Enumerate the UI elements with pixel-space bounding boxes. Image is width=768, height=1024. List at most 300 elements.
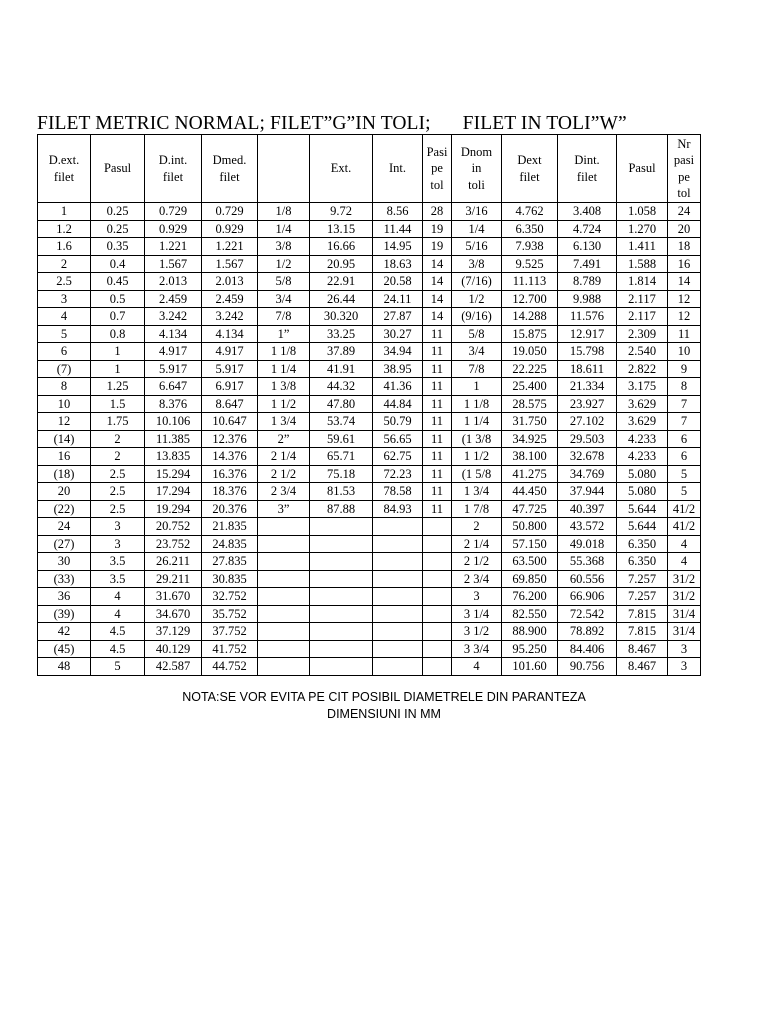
table-cell: 4.5 <box>91 623 145 641</box>
table-cell: 5.644 <box>617 500 668 518</box>
table-cell: 2 3/4 <box>258 483 310 501</box>
table-cell: 88.900 <box>502 623 558 641</box>
table-cell: 16.66 <box>310 238 373 256</box>
table-cell: 34.769 <box>558 465 617 483</box>
table-cell: 84.93 <box>373 500 423 518</box>
table-cell: 2.5 <box>91 465 145 483</box>
table-cell: 11 <box>423 378 452 396</box>
table-cell: 1 1/4 <box>258 360 310 378</box>
table-cell: 19.294 <box>145 500 202 518</box>
table-cell: 63.500 <box>502 553 558 571</box>
table-cell: 20.58 <box>373 273 423 291</box>
table-cell: 95.250 <box>502 640 558 658</box>
table-cell: 30.835 <box>202 570 258 588</box>
table-cell: 1.221 <box>202 238 258 256</box>
column-header-text: filet <box>219 169 240 184</box>
table-row <box>38 465 701 483</box>
table-cell: 0.729 <box>145 203 202 221</box>
table-cell <box>258 658 310 676</box>
table-cell: 0.729 <box>202 203 258 221</box>
units-line: DIMENSIUNI IN MM <box>327 707 441 721</box>
table-cell: 4 <box>91 605 145 623</box>
table-cell: 2.5 <box>91 500 145 518</box>
table-cell: 29.211 <box>145 570 202 588</box>
table-cell: 6 <box>668 448 701 466</box>
table-cell: 11 <box>423 500 452 518</box>
table-cell: 15.798 <box>558 343 617 361</box>
table-cell: 65.71 <box>310 448 373 466</box>
table-cell: 24 <box>38 518 91 536</box>
table-cell: 1/4 <box>452 220 502 238</box>
table-cell: 20.376 <box>202 500 258 518</box>
table-cell: 2.459 <box>145 290 202 308</box>
table-cell: 20 <box>668 220 701 238</box>
table-cell <box>373 623 423 641</box>
table-cell: 3 1/4 <box>452 605 502 623</box>
table-cell <box>373 588 423 606</box>
table-cell: 0.4 <box>91 255 145 273</box>
table-cell: 11 <box>423 325 452 343</box>
table-cell: 1.814 <box>617 273 668 291</box>
column-header <box>202 135 258 203</box>
table-cell: 3.5 <box>91 570 145 588</box>
table-cell: 37.944 <box>558 483 617 501</box>
table-cell: 16.376 <box>202 465 258 483</box>
table-cell: 14 <box>668 273 701 291</box>
table-cell: 15.294 <box>145 465 202 483</box>
table-cell: 1.567 <box>202 255 258 273</box>
table-cell: 30 <box>38 553 91 571</box>
table-cell: 5.080 <box>617 483 668 501</box>
table-row <box>38 483 701 501</box>
table-row <box>38 658 701 676</box>
table-row <box>38 588 701 606</box>
table-cell: 3.408 <box>558 203 617 221</box>
table-cell: (18) <box>38 465 91 483</box>
table-cell <box>423 605 452 623</box>
table-cell: 3/8 <box>258 238 310 256</box>
table-cell: 41/2 <box>668 500 701 518</box>
table-cell: 78.892 <box>558 623 617 641</box>
table-cell: 4 <box>38 308 91 326</box>
table-row <box>38 395 701 413</box>
table-cell: 1.75 <box>91 413 145 431</box>
document-title <box>37 113 627 135</box>
column-header <box>145 135 202 203</box>
table-row <box>38 203 701 221</box>
table-row <box>38 273 701 291</box>
column-header-text: Dmed. <box>212 153 247 167</box>
table-cell: 42.587 <box>145 658 202 676</box>
table-cell: 37.89 <box>310 343 373 361</box>
table-cell: 1/4 <box>258 220 310 238</box>
table-row <box>38 255 701 273</box>
table-cell: 3/8 <box>452 255 502 273</box>
table-cell: 30.27 <box>373 325 423 343</box>
table-cell: 21.835 <box>202 518 258 536</box>
table-cell: 24 <box>668 203 701 221</box>
table-cell: 8.467 <box>617 640 668 658</box>
table-cell: 22.225 <box>502 360 558 378</box>
table-cell: 3.242 <box>145 308 202 326</box>
table-cell: 20.95 <box>310 255 373 273</box>
column-header <box>617 135 668 203</box>
table-cell: 31/4 <box>668 605 701 623</box>
table-cell: 11 <box>423 395 452 413</box>
table-cell: 3 <box>668 640 701 658</box>
table-cell: 56.65 <box>373 430 423 448</box>
table-cell: 0.7 <box>91 308 145 326</box>
table-cell <box>373 570 423 588</box>
table-cell: 34.925 <box>502 430 558 448</box>
table-cell: 1” <box>258 325 310 343</box>
table-cell: 19.050 <box>502 343 558 361</box>
table-cell: 31/2 <box>668 570 701 588</box>
table-cell: (39) <box>38 605 91 623</box>
table-cell: 2” <box>258 430 310 448</box>
table-cell: 12 <box>38 413 91 431</box>
table-cell: 11.44 <box>373 220 423 238</box>
table-cell: 7.257 <box>617 570 668 588</box>
table-cell <box>310 605 373 623</box>
table-cell: 3.629 <box>617 413 668 431</box>
table-cell: 16 <box>38 448 91 466</box>
table-cell: 48 <box>38 658 91 676</box>
table-cell: 5 <box>668 483 701 501</box>
table-cell: 1 1/4 <box>452 413 502 431</box>
table-cell: 1.058 <box>617 203 668 221</box>
table-cell: 2.117 <box>617 308 668 326</box>
table-cell: 4.724 <box>558 220 617 238</box>
table-cell: 1/8 <box>258 203 310 221</box>
column-header-text: Pasul <box>103 161 132 176</box>
table-cell: 55.368 <box>558 553 617 571</box>
table-cell: 3/4 <box>258 290 310 308</box>
table-cell: 11.113 <box>502 273 558 291</box>
table-cell: 11 <box>423 448 452 466</box>
table-body <box>38 203 701 676</box>
table-cell: 3/4 <box>452 343 502 361</box>
table-cell: 3 <box>91 535 145 553</box>
table-cell <box>258 605 310 623</box>
table-cell <box>373 658 423 676</box>
table-cell: 12.700 <box>502 290 558 308</box>
table-cell: 19 <box>423 220 452 238</box>
table-cell: 11 <box>423 360 452 378</box>
table-cell: 13.15 <box>310 220 373 238</box>
table-cell: 3 <box>91 518 145 536</box>
table-cell: 29.503 <box>558 430 617 448</box>
table-cell: 1 1/8 <box>452 395 502 413</box>
table-cell: 5/16 <box>452 238 502 256</box>
table-row <box>38 535 701 553</box>
table-cell: 47.725 <box>502 500 558 518</box>
table-cell: 7.491 <box>558 255 617 273</box>
table-cell: 11 <box>423 413 452 431</box>
table-cell <box>310 640 373 658</box>
table-cell: 43.572 <box>558 518 617 536</box>
table-cell: 6.350 <box>617 553 668 571</box>
column-header-text: pe <box>431 161 443 176</box>
table-cell <box>258 518 310 536</box>
column-header <box>38 135 91 203</box>
column-header <box>423 135 452 203</box>
table-cell: 49.018 <box>558 535 617 553</box>
column-header <box>91 135 145 203</box>
table-cell <box>373 535 423 553</box>
table-cell: (27) <box>38 535 91 553</box>
table-cell: (22) <box>38 500 91 518</box>
table-row <box>38 500 701 518</box>
table-cell: 2 1/4 <box>258 448 310 466</box>
table-cell: 11 <box>423 343 452 361</box>
table-cell: 7.815 <box>617 623 668 641</box>
table-cell: 31.750 <box>502 413 558 431</box>
table-cell: 7/8 <box>258 308 310 326</box>
table-cell: 4.917 <box>202 343 258 361</box>
table-cell: 8.647 <box>202 395 258 413</box>
table-cell: 5.917 <box>145 360 202 378</box>
table-cell: 4.917 <box>145 343 202 361</box>
table-cell: 14 <box>423 290 452 308</box>
column-header-text: Dint. <box>574 153 600 167</box>
title-whitworth: FILET IN TOLI”W” <box>462 113 627 134</box>
table-cell: 2.540 <box>617 343 668 361</box>
table-cell: 1 <box>91 343 145 361</box>
table-cell: 3/16 <box>452 203 502 221</box>
table-cell: 23.927 <box>558 395 617 413</box>
column-header <box>258 135 310 203</box>
table-cell: 32.678 <box>558 448 617 466</box>
table-cell: 0.8 <box>91 325 145 343</box>
table-cell: 38.100 <box>502 448 558 466</box>
table-row <box>38 220 701 238</box>
table-cell: 31/4 <box>668 623 701 641</box>
table-cell: 16 <box>668 255 701 273</box>
table-cell: 8.376 <box>145 395 202 413</box>
table-cell: 7.257 <box>617 588 668 606</box>
table-cell: 40.397 <box>558 500 617 518</box>
table-cell: 4.134 <box>202 325 258 343</box>
table-cell: 4 <box>668 553 701 571</box>
table-row <box>38 605 701 623</box>
table-cell: 35.752 <box>202 605 258 623</box>
table-cell: 13.835 <box>145 448 202 466</box>
table-cell <box>373 553 423 571</box>
table-cell: 6.917 <box>202 378 258 396</box>
table-cell: 14.288 <box>502 308 558 326</box>
table-cell: 8.789 <box>558 273 617 291</box>
table-cell: 37.129 <box>145 623 202 641</box>
table-cell: 0.929 <box>145 220 202 238</box>
table-cell <box>258 570 310 588</box>
table-cell: 4.762 <box>502 203 558 221</box>
table-cell: 41.752 <box>202 640 258 658</box>
table-cell <box>423 570 452 588</box>
table-cell: 20.752 <box>145 518 202 536</box>
column-header-text: tol <box>430 177 444 192</box>
table-cell: 0.929 <box>202 220 258 238</box>
note-line: NOTA:SE VOR EVITA PE CIT POSIBIL DIAMETRELE DIN PARANTEZA <box>182 690 586 704</box>
table-row <box>38 518 701 536</box>
table-cell: 1/2 <box>452 290 502 308</box>
table-cell: 21.334 <box>558 378 617 396</box>
table-cell: 2 <box>452 518 502 536</box>
column-header-text: Ext. <box>330 161 352 176</box>
table-row <box>38 448 701 466</box>
table-cell: 38.95 <box>373 360 423 378</box>
table-cell: 6.350 <box>502 220 558 238</box>
table-cell: 36 <box>38 588 91 606</box>
table-cell <box>258 640 310 658</box>
table-cell: 28.575 <box>502 395 558 413</box>
table-cell <box>310 588 373 606</box>
table-cell: 4.233 <box>617 448 668 466</box>
table-cell: 11.385 <box>145 430 202 448</box>
table-cell: 40.129 <box>145 640 202 658</box>
table-cell: 0.45 <box>91 273 145 291</box>
table-row <box>38 570 701 588</box>
table-cell: 101.60 <box>502 658 558 676</box>
table-cell: 50.79 <box>373 413 423 431</box>
table-cell: 9 <box>668 360 701 378</box>
table-cell: 3.242 <box>202 308 258 326</box>
table-cell: 81.53 <box>310 483 373 501</box>
table-cell: 18.376 <box>202 483 258 501</box>
table-cell: 1.270 <box>617 220 668 238</box>
table-cell: 6.647 <box>145 378 202 396</box>
table-cell: (7/16) <box>452 273 502 291</box>
table-cell: 2 1/2 <box>452 553 502 571</box>
table-cell: 17.294 <box>145 483 202 501</box>
table-cell <box>310 553 373 571</box>
table-cell: 26.44 <box>310 290 373 308</box>
title-metric-g: FILET METRIC NORMAL; FILET”G”IN TOLI; <box>37 113 431 134</box>
table-cell: 62.75 <box>373 448 423 466</box>
table-cell: 4.134 <box>145 325 202 343</box>
table-row <box>38 430 701 448</box>
table-cell: 30.320 <box>310 308 373 326</box>
table-cell: 60.556 <box>558 570 617 588</box>
table-cell: 2.117 <box>617 290 668 308</box>
table-cell: 7.815 <box>617 605 668 623</box>
thread-table <box>37 134 701 676</box>
table-cell: 72.23 <box>373 465 423 483</box>
table-cell: 42 <box>38 623 91 641</box>
table-cell: 1.25 <box>91 378 145 396</box>
table-cell: 41.36 <box>373 378 423 396</box>
table-cell: 1.567 <box>145 255 202 273</box>
table-row <box>38 640 701 658</box>
column-header-text: Pasul <box>628 161 656 176</box>
table-cell: 24.835 <box>202 535 258 553</box>
table-cell: 11 <box>423 430 452 448</box>
table-cell: 44.32 <box>310 378 373 396</box>
table-cell: 1 <box>91 360 145 378</box>
table-cell: 5/8 <box>452 325 502 343</box>
table-cell: 1 3/4 <box>452 483 502 501</box>
table-cell: (1 3/8 <box>452 430 502 448</box>
table-cell: 3.629 <box>617 395 668 413</box>
column-header-text: in <box>471 161 482 176</box>
table-cell: 1.6 <box>38 238 91 256</box>
table-cell: 12.917 <box>558 325 617 343</box>
table-cell: 11 <box>423 483 452 501</box>
table-cell: 4 <box>668 535 701 553</box>
table-cell: 2 <box>91 430 145 448</box>
table-cell: 41.91 <box>310 360 373 378</box>
table-cell <box>310 658 373 676</box>
table-cell: 47.80 <box>310 395 373 413</box>
table-cell: 10.647 <box>202 413 258 431</box>
column-header <box>452 135 502 203</box>
table-cell <box>423 640 452 658</box>
table-cell: 59.61 <box>310 430 373 448</box>
table-cell <box>258 588 310 606</box>
table-cell: 15.875 <box>502 325 558 343</box>
table-cell: 1.221 <box>145 238 202 256</box>
table-cell: 12.376 <box>202 430 258 448</box>
table-cell: 28 <box>423 203 452 221</box>
table-cell: 9.72 <box>310 203 373 221</box>
column-header-text: pe <box>678 169 690 184</box>
table-cell <box>423 535 452 553</box>
table-cell: 5.644 <box>617 518 668 536</box>
table-cell: 19 <box>423 238 452 256</box>
table-cell: 6.350 <box>617 535 668 553</box>
table-cell: 44.84 <box>373 395 423 413</box>
table-cell: 44.450 <box>502 483 558 501</box>
table-cell: 18 <box>668 238 701 256</box>
table-row <box>38 623 701 641</box>
table-cell: (9/16) <box>452 308 502 326</box>
table-cell: 72.542 <box>558 605 617 623</box>
table-cell: 1 <box>452 378 502 396</box>
table-cell <box>258 553 310 571</box>
table-cell: 1 7/8 <box>452 500 502 518</box>
table-cell: (7) <box>38 360 91 378</box>
table-cell: 37.752 <box>202 623 258 641</box>
table-cell: 66.906 <box>558 588 617 606</box>
table-cell: 11 <box>668 325 701 343</box>
table-cell <box>310 518 373 536</box>
table-row <box>38 413 701 431</box>
column-header <box>668 135 701 203</box>
table-cell: 3 <box>668 658 701 676</box>
table-header-row <box>38 135 701 203</box>
table-cell: 1 1/8 <box>258 343 310 361</box>
table-cell: 2.309 <box>617 325 668 343</box>
table-cell: 34.670 <box>145 605 202 623</box>
table-cell: 2 3/4 <box>452 570 502 588</box>
column-header-text: pasi <box>673 153 695 167</box>
table-cell: 6.130 <box>558 238 617 256</box>
table-cell: 75.18 <box>310 465 373 483</box>
table-row <box>38 360 701 378</box>
table-cell: 8.56 <box>373 203 423 221</box>
table-cell: 4 <box>91 588 145 606</box>
table-cell: 27.102 <box>558 413 617 431</box>
table-cell: 23.752 <box>145 535 202 553</box>
column-header-text: Dext <box>517 153 542 167</box>
table-cell: 2 <box>91 448 145 466</box>
table-cell: 27.835 <box>202 553 258 571</box>
table-cell <box>423 518 452 536</box>
table-cell: 2.013 <box>202 273 258 291</box>
table-cell: 2 1/2 <box>258 465 310 483</box>
table-cell: (1 5/8 <box>452 465 502 483</box>
table-cell: 25.400 <box>502 378 558 396</box>
